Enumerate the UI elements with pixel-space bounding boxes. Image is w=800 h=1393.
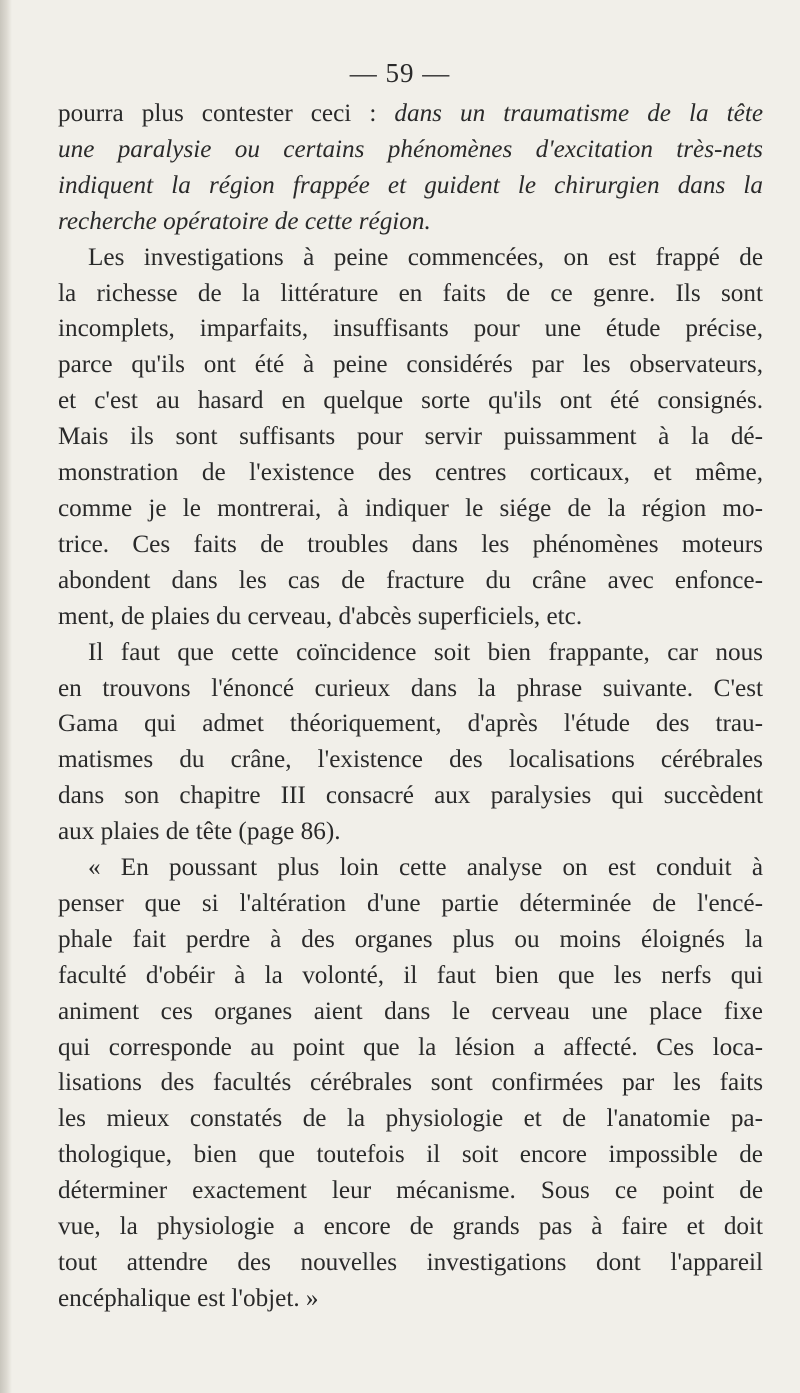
text-segment: dans son chapitre III consacré aux paralysies qui succèdent xyxy=(58,782,763,810)
text-segment: la richesse de la littérature en faits de ce genre. Ils sont xyxy=(58,279,763,307)
text-segment: Il faut que cette coïncidence soit bien frappante, car nous xyxy=(88,638,763,666)
text-line xyxy=(58,742,763,778)
text-line xyxy=(58,922,763,958)
text-line xyxy=(58,958,763,994)
text-line xyxy=(58,276,763,312)
text-segment: penser que si l'altération d'une partie déterminée de l'encé- xyxy=(58,889,763,917)
text-segment: animent ces organes aient dans le cerveau une place fixe xyxy=(58,997,763,1025)
text-line xyxy=(58,563,763,599)
text-segment: déterminer exactement leur mécanisme. Sous ce point de xyxy=(58,1177,763,1205)
italic-text: recherche opératoire de cette région. xyxy=(58,207,431,235)
text-line xyxy=(58,850,763,886)
text-segment: qui corresponde au point que la lésion a affecté. Ces loca- xyxy=(58,1033,763,1061)
text-line xyxy=(58,1137,763,1173)
text-line xyxy=(58,994,763,1030)
text-segment: incomplets, imparfaits, insuffisants pour une étude précise, xyxy=(58,315,763,343)
text-line xyxy=(58,1065,763,1101)
italic-text: indiquent la région frappée et guident le chirurgien dans la xyxy=(58,171,763,199)
text-segment: et c'est au hasard en quelque sorte qu'ils ont été consignés. xyxy=(58,387,763,415)
text-line xyxy=(58,383,763,419)
text-line xyxy=(58,635,763,671)
text-line xyxy=(58,886,763,922)
text-line xyxy=(58,1209,763,1245)
page-number: — 59 — xyxy=(349,58,451,88)
text-line xyxy=(58,1281,763,1317)
text-segment: Mais ils sont suffisants pour servir puissamment à la dé- xyxy=(58,423,763,451)
text-segment: en trouvons l'énoncé curieux dans la phrase suivante. C'est xyxy=(58,674,763,702)
text-segment: pourra plus contester ceci : xyxy=(58,100,395,127)
text-segment: lisations des facultés cérébrales sont confirmées par les faits xyxy=(58,1069,763,1097)
text-segment: thologique, bien que toutefois il soit encore impossible de xyxy=(58,1141,763,1169)
text-line xyxy=(58,311,763,347)
italic-text: une paralysie ou certains phénomènes d'excitation très-nets xyxy=(58,135,763,163)
text-segment: « En poussant plus loin cette analyse on est conduit à xyxy=(88,854,763,882)
text-segment: trice. Ces faits de troubles dans les phénomènes moteurs xyxy=(58,530,763,558)
text-segment: abondent dans les cas de fracture du crâne avec enfonce- xyxy=(58,566,763,594)
text-line xyxy=(58,132,763,168)
text-segment: parce qu'ils ont été à peine considérés par les observateurs, xyxy=(58,351,763,379)
text-line xyxy=(58,347,763,383)
italic-text: dans un traumatisme de la tête xyxy=(394,100,763,127)
text-line xyxy=(58,527,763,563)
text-segment: matismes du crâne, l'existence des localisations cérébrales xyxy=(58,746,763,774)
text-line xyxy=(58,96,763,132)
text-line xyxy=(58,1030,763,1066)
text-segment: les mieux constatés de la physiologie et de l'anatomie pa- xyxy=(58,1105,763,1133)
text-line xyxy=(58,1101,763,1137)
text-line xyxy=(58,240,763,276)
text-line xyxy=(58,778,763,814)
text-segment: encéphalique est l'objet. » xyxy=(58,1284,319,1312)
text-segment: vue, la physiologie a encore de grands pas à faire et doit xyxy=(58,1213,763,1241)
text-segment: monstration de l'existence des centres corticaux, et même, xyxy=(58,459,763,487)
text-line xyxy=(58,814,763,850)
text-line xyxy=(58,419,763,455)
text-line xyxy=(58,671,763,707)
text-segment: faculté d'obéir à la volonté, il faut bien que les nerfs qui xyxy=(58,961,763,989)
text-line xyxy=(58,1173,763,1209)
text-segment: aux plaies de tête (page 86). xyxy=(58,818,341,846)
text-line xyxy=(58,1245,763,1281)
page-binding-edge xyxy=(0,0,12,1393)
text-line xyxy=(58,455,763,491)
text-line xyxy=(58,168,763,204)
text-line xyxy=(58,599,763,635)
text-segment: Les investigations à peine commencées, on est frappé de xyxy=(88,243,763,271)
text-line xyxy=(58,491,763,527)
text-line xyxy=(58,706,763,742)
body-text xyxy=(58,96,763,1317)
text-segment: phale fait perdre à des organes plus ou moins éloignés la xyxy=(58,925,763,953)
text-segment: tout attendre des nouvelles investigations dont l'appareil xyxy=(58,1249,763,1276)
text-segment: Gama qui admet théoriquement, d'après l'étude des trau- xyxy=(58,710,763,738)
text-segment: ment, de plaies du cerveau, d'abcès superficiels, etc. xyxy=(58,602,583,630)
text-segment: comme je le montrerai, à indiquer le siége de la région mo- xyxy=(58,494,763,522)
text-line xyxy=(58,204,763,240)
